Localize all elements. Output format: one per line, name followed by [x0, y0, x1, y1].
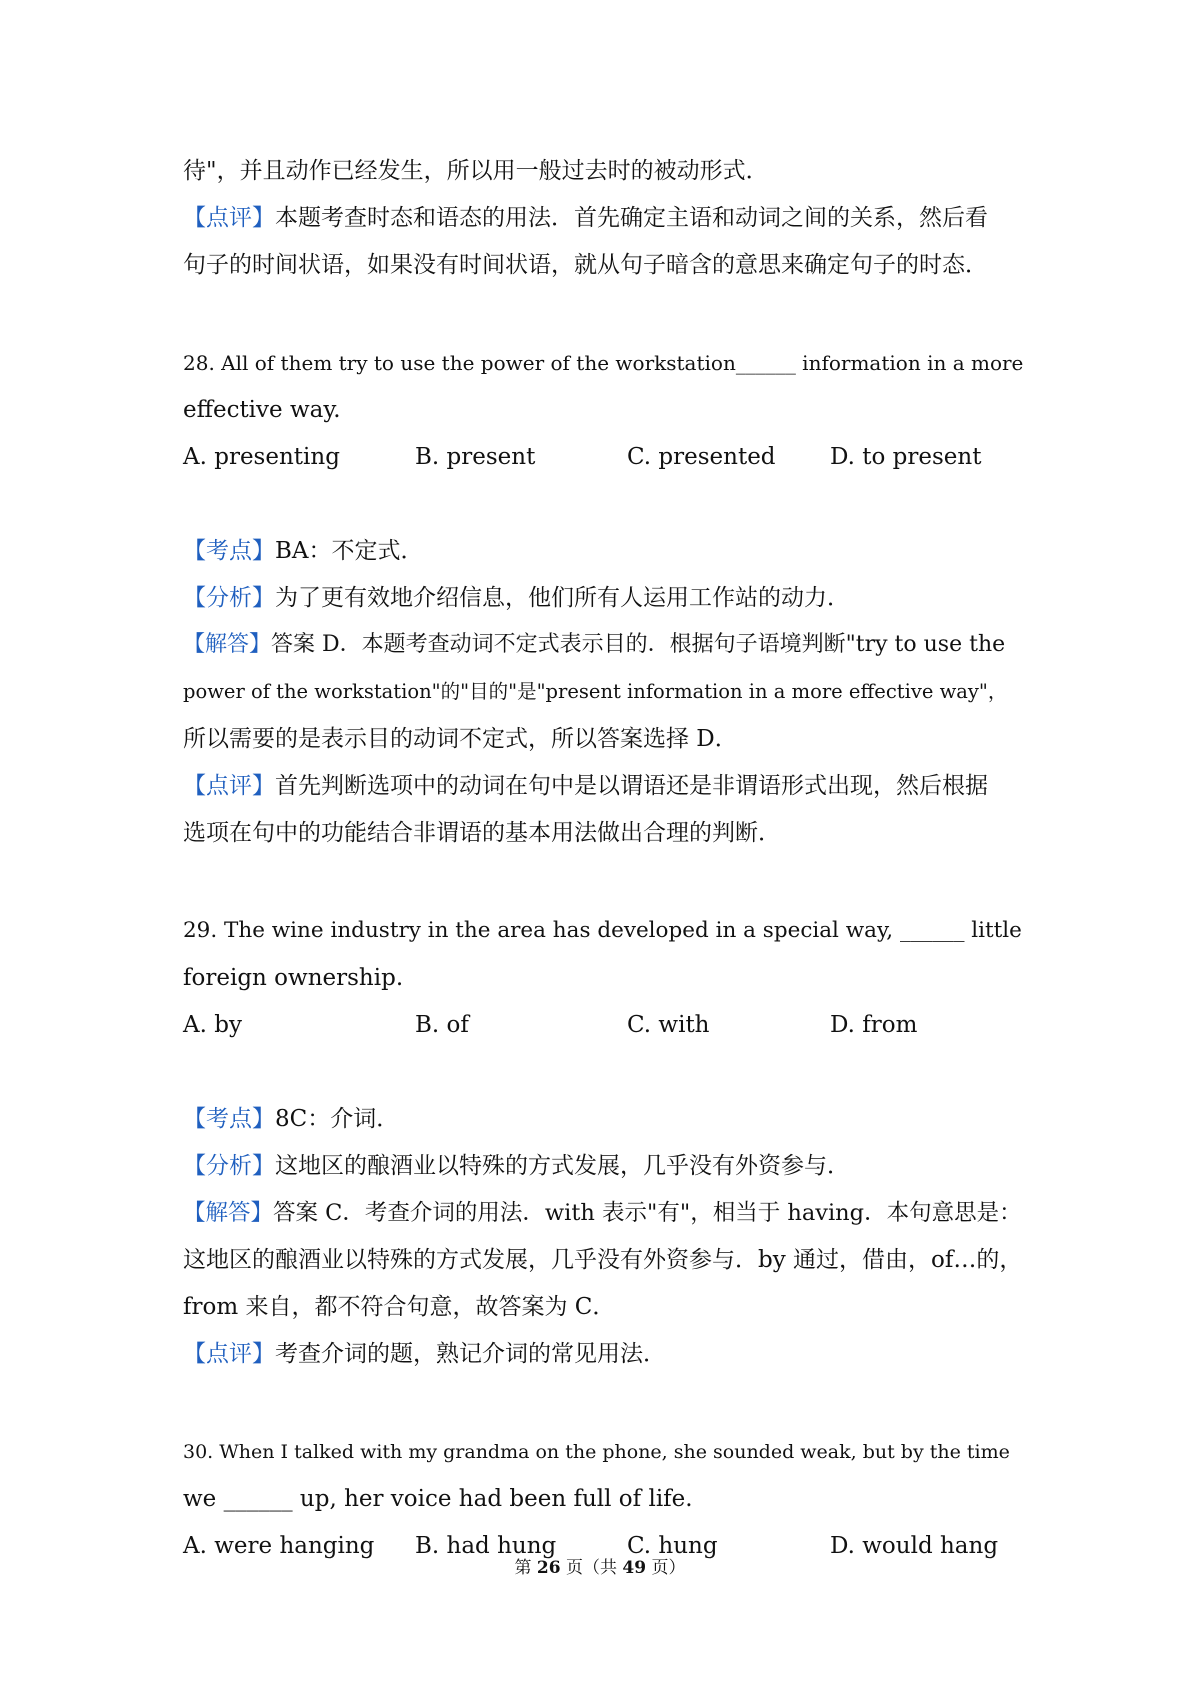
q30-stem-line-2: we ______ up, her voice had been full of life. — [183, 1486, 693, 1512]
q28-options — [183, 442, 1023, 472]
q29-option-d: D. from — [830, 1012, 918, 1038]
footer-total-pages: 49 — [622, 1558, 647, 1578]
footer-suffix: 页） — [646, 1558, 686, 1578]
q28-answer-text-1: 答案 D．本题考查动词不定式表示目的．根据句子语境判断"try to use the — [271, 632, 1006, 657]
q29-answer-text-2: 这地区的酿酒业以特殊的方式发展，几乎没有外资参与．by 通过，借由，of…的， — [183, 1247, 1023, 1273]
q28-comment-text-2: 选项在句中的功能结合非谓语的基本用法做出合理的判断． — [183, 820, 781, 846]
answer-tag: 【解答】 — [183, 1200, 274, 1226]
prev-comment — [183, 203, 1023, 233]
answer-tag: 【解答】 — [183, 632, 272, 657]
q29-comment — [183, 1339, 1023, 1369]
q28-option-a: A. presenting — [183, 444, 340, 470]
point-tag: 【考点】 — [183, 1106, 275, 1132]
q28-point-text: BA：不定式． — [275, 538, 424, 564]
q29-analysis — [183, 1151, 1023, 1181]
footer-middle: 页（共 — [560, 1558, 623, 1578]
q29-stem-line-2: foreign ownership. — [183, 965, 404, 991]
comment-tag: 【点评】 — [183, 205, 275, 231]
q28-answer-text-3: 所以需要的是表示目的动词不定式，所以答案选择 D． — [183, 726, 738, 752]
q30-option-a: A. were hanging — [183, 1533, 375, 1559]
q28-answer — [183, 630, 1023, 660]
q28-stem-line-1: 28. All of them try to use the power of the workstation______ information in a more — [183, 351, 1024, 375]
page-footer — [0, 1556, 1200, 1580]
q28-comment — [183, 771, 1023, 801]
q29-point — [183, 1104, 1023, 1134]
comment-tag: 【点评】 — [183, 773, 275, 799]
q28-point — [183, 536, 1023, 566]
prev-comment-text-2: 句子的时间状语，如果没有时间状语，就从句子暗含的意思来确定句子的时态． — [183, 252, 988, 278]
q29-option-b: B. of — [415, 1012, 469, 1038]
q29-answer-text-3: from 来自，都不符合句意，故答案为 C． — [183, 1294, 616, 1320]
prev-comment-text-1: 本题考查时态和语态的用法．首先确定主语和动词之间的关系，然后看 — [275, 205, 988, 231]
footer-page-number: 26 — [536, 1558, 561, 1578]
q30-option-c: C. hung — [627, 1533, 718, 1559]
q28-stem-line-2: effective way. — [183, 397, 341, 423]
q28-option-b: B. present — [415, 444, 536, 470]
q30-stem-line-1: 30. When I talked with my grandma on the phone, she sounded weak, but by the time — [183, 1441, 1010, 1463]
q30-option-d: D. would hang — [830, 1533, 999, 1559]
q29-point-text: 8C：介词． — [275, 1106, 400, 1132]
q28-option-d: D. to present — [830, 444, 982, 470]
q29-answer-text-1: 答案 C．考查介词的用法．with 表示"有"，相当于 having．本句意思是： — [273, 1200, 1022, 1226]
q29-option-a: A. by — [183, 1012, 242, 1038]
q29-answer — [183, 1198, 1023, 1228]
prev-analysis-tail: 待"，并且动作已经发生，所以用一般过去时的被动形式． — [183, 158, 769, 184]
q29-option-c: C. with — [627, 1012, 710, 1038]
q28-option-c: C. presented — [627, 444, 776, 470]
q30-option-b: B. had hung — [415, 1533, 557, 1559]
q28-analysis-text: 为了更有效地介绍信息，他们所有人运用工作站的动力． — [275, 585, 850, 611]
analysis-tag: 【分析】 — [183, 585, 275, 611]
comment-tag: 【点评】 — [183, 1341, 275, 1367]
q28-comment-text-1: 首先判断选项中的动词在句中是以谓语还是非谓语形式出现，然后根据 — [275, 773, 988, 799]
q29-comment-text: 考查介词的题，熟记介词的常见用法． — [275, 1341, 666, 1367]
q29-stem-line-1: 29. The wine industry in the area has developed in a special way, ______ little — [183, 918, 1022, 943]
q28-analysis — [183, 583, 1023, 613]
footer-prefix: 第 — [514, 1558, 537, 1578]
q29-options — [183, 1010, 1023, 1040]
q29-analysis-text: 这地区的酿酒业以特殊的方式发展，几乎没有外资参与． — [275, 1153, 850, 1179]
q28-answer-text-2: power of the workstation"的"目的"是"present information in a more effective way"， — [183, 680, 1008, 703]
analysis-tag: 【分析】 — [183, 1153, 275, 1179]
point-tag: 【考点】 — [183, 538, 275, 564]
